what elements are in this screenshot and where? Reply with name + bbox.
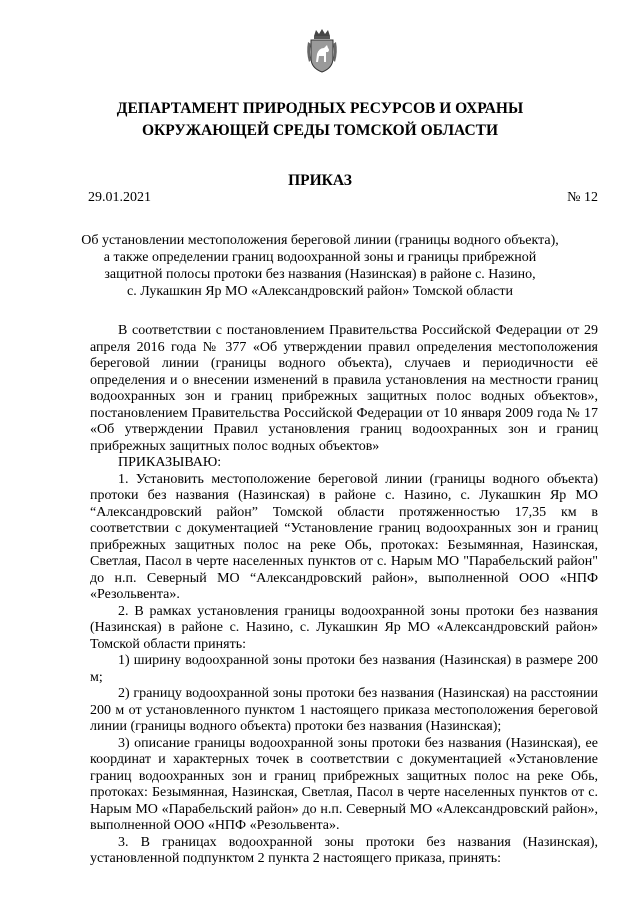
order-date: 29.01.2021 bbox=[88, 190, 151, 205]
subitem-paragraph: 1) ширину водоохранной зоны протоки без названия (Назинская) в размере 200 м; bbox=[90, 653, 598, 685]
coat-of-arms-icon bbox=[305, 28, 339, 74]
subitem-paragraph: 2) границу водоохранной зоны протоки без названия (Назинская) на расстоянии 200 м от установленного пунктом 1 настоящего приказа местоположения береговой линии (границы водного объекта) протоки без названия (Назинская); bbox=[90, 686, 598, 734]
document-title: ПРИКАЗ bbox=[288, 172, 352, 189]
subject-line: с. Лукашкин Яр МО «Александровский район» Томской области bbox=[126, 284, 514, 299]
order-subject bbox=[80, 232, 560, 300]
department-name-line1: ДЕПАРТАМЕНТ ПРИРОДНЫХ РЕСУРСОВ И ОХРАНЫ bbox=[116, 100, 524, 117]
preamble-paragraph: В соответствии с постановлением Правительства Российской Федерации от 29 апреля 2016 года № 377 «Об утверждении правил определения местоположения береговой линии (границы водного объекта), случаев и периодичности её определения и о внесении изменений в правила установления на местности границ водоохранных зон и границ прибрежных защитных полос водных объектов», постановлением Правительства Российской Федерации от 10 января 2009 года № 17 «Об утверждении Правил установления границ водоохранных зон и границ прибрежных защитных полос водных объектов» bbox=[90, 323, 598, 454]
subject-line: Об установлении местоположения береговой линии (границы водного объекта), bbox=[81, 233, 559, 248]
item-paragraph: 2. В рамках установления границы водоохранной зоны протоки без названия (Назинская) в районе с. Назино, с. Лукашкин Яр МО «Александровский район» Томской области принять: bbox=[90, 603, 598, 652]
subject-line: защитной полосы протоки без названия (Назинская) в районе с. Назино, bbox=[104, 267, 536, 282]
order-number: № 12 bbox=[567, 190, 598, 205]
item-paragraph: 1. Установить местоположение береговой линии (границы водного объекта) протоки без названия (Назинская) в районе с. Назино, с. Лукашкин Яр МО “Александровский район” Томской области протяженностью 17,35 км в соответствии с документацией “Установление границ водоохранных зон и границ прибрежных защитных полос на реке Обь, протоках: Безымянная, Назинская, Светлая, Пасол в черте населенных пунктов от с. Нарым МО "Парабельский район" до н.п. Северный МО “Александровский район», выполненной ООО «НПФ «Резольвента». bbox=[90, 471, 598, 602]
department-header bbox=[60, 98, 580, 142]
department-name-line2: ОКРУЖАЮЩЕЙ СРЕДЫ ТОМСКОЙ ОБЛАСТИ bbox=[141, 122, 499, 139]
order-word: ПРИКАЗЫВАЮ: bbox=[118, 455, 222, 470]
subject-line: а также определении границ водоохранной зоны и границы прибрежной bbox=[103, 250, 537, 265]
order-body bbox=[90, 323, 598, 868]
item-paragraph: 3. В границах водоохранной зоны протоки без названия (Назинская), установленной подпунктом 2 пункта 2 настоящего приказа, принять: bbox=[90, 834, 598, 866]
subitem-paragraph: 3) описание границы водоохранной зоны протоки без названия (Назинская), ее координат и характерных точек в соответствии с документацией «Установление границ водоохранных зон и границ прибрежных защитных полос на реке Обь, протоках: Безымянная, Назинская, Светлая, Пасол в черте населенных пунктов от с. Нарым МО «Парабельский район» до н.п. Северный МО «Александровский район», выполненной ООО «НПФ «Резольвента». bbox=[90, 735, 598, 833]
